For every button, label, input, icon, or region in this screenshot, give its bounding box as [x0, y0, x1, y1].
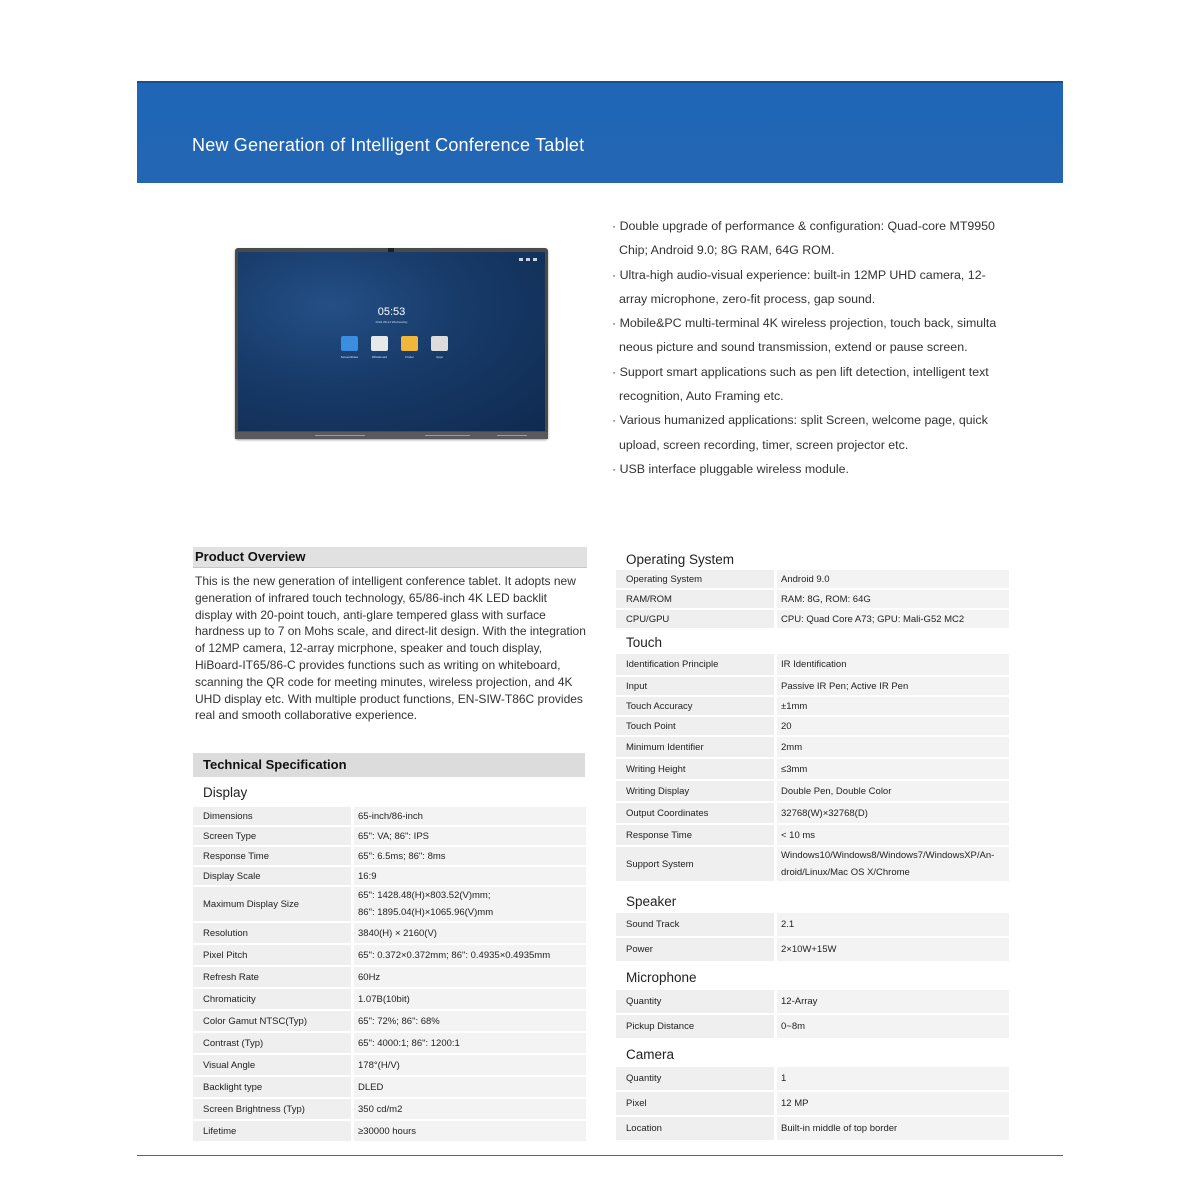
spec-value: 2.1 [774, 913, 1009, 936]
spec-value: Android 9.0 [774, 570, 1009, 588]
product-overview-heading: Product Overview [195, 549, 306, 564]
app-label: Whiteboard [371, 355, 388, 359]
app-label: Finder [405, 355, 414, 359]
app-tile [430, 336, 449, 359]
spec-value: 2×10W+15W [774, 938, 1009, 961]
spec-key: Writing Display [616, 781, 774, 801]
spec-value: 350 cd/m2 [351, 1099, 586, 1119]
spec-value: 65": 0.372×0.372mm; 86": 0.4935×0.4935mm [351, 945, 586, 965]
conference-tablet-image [235, 248, 548, 439]
spec-row [616, 847, 1009, 881]
spec-value: 3840(H) × 2160(V) [351, 923, 586, 943]
spec-row [193, 945, 586, 965]
spec-key: Pixel Pitch [193, 945, 351, 965]
spec-key: Backlight type [193, 1077, 351, 1097]
spec-key: Output Coordinates [616, 803, 774, 823]
spec-value: Passive IR Pen; Active IR Pen [774, 677, 1009, 695]
page-title: New Generation of Intelligent Conference Tablet [192, 135, 585, 155]
spec-row [616, 654, 1009, 675]
app-tile [370, 336, 389, 359]
spec-value: 65-inch/86-inch [351, 807, 586, 825]
spec-key: Response Time [616, 825, 774, 845]
app-label: ScreenShare [340, 355, 359, 359]
spec-key: Quantity [616, 1067, 774, 1090]
feature-item: · Support smart applications such as pen lift detection, intelligent text recognition, Auto Framing etc. [612, 364, 989, 404]
spec-row [616, 697, 1009, 715]
spec-row [616, 570, 1009, 588]
spec-row [616, 1117, 1009, 1140]
spec-key: Resolution [193, 923, 351, 943]
spec-key: Minimum Identifier [616, 737, 774, 757]
spec-key: Response Time [193, 847, 351, 865]
spec-value: ≥30000 hours [351, 1121, 586, 1141]
spec-row [616, 590, 1009, 608]
spec-value: 65": VA; 86": IPS [351, 827, 586, 845]
spec-row [193, 1033, 586, 1053]
spec-key: CPU/GPU [616, 610, 774, 628]
spec-key: Contrast (Typ) [193, 1033, 351, 1053]
spec-row [193, 989, 586, 1009]
status-icons [519, 258, 537, 261]
display-section-title: Display [203, 785, 248, 800]
camera-spec-table [616, 1065, 1009, 1142]
spec-row [193, 967, 586, 987]
app-tile [400, 336, 419, 359]
spec-value: 60Hz [351, 967, 586, 987]
spec-row [616, 1092, 1009, 1115]
spec-value: 65": 72%; 86": 68% [351, 1011, 586, 1031]
spec-row [616, 717, 1009, 735]
spec-row [616, 913, 1009, 936]
product-overview-text: This is the new generation of intelligent conference tablet. It adopts new generation of infrared touch technology, 65/86-inch 4K LED backlit display with 20-point touch, anti-glare tempered glass with surface hardness up to 7 on Mohs scale, and direct-lit design. With the integration of 12MP camera, 12-array micrphone, speaker and touch display, HiBoard-IT65/86-C provides functions such as writing on whiteboard, scanning the QR code for meeting minutes, wireless projection, and 4K UHD display etc. With multiple product functions, EN-SIW-T86C provides real and smooth collaborative experience. [195, 574, 586, 723]
product-overview-header [193, 547, 587, 568]
spec-row [193, 1011, 586, 1031]
spec-value: DLED [351, 1077, 586, 1097]
spec-key: Support System [616, 847, 774, 881]
spec-row [193, 923, 586, 943]
spec-value: 12-Array [774, 990, 1009, 1013]
spec-key: Power [616, 938, 774, 961]
app-icon [401, 336, 418, 351]
spec-row [616, 1067, 1009, 1090]
os-spec-table [616, 568, 1009, 630]
spec-key: Dimensions [193, 807, 351, 825]
tablet-screen [238, 252, 545, 431]
spec-key: Operating System [616, 570, 774, 588]
spec-row [193, 887, 586, 921]
camera-section-title: Camera [626, 1047, 675, 1062]
spec-row [616, 938, 1009, 961]
spec-row [616, 759, 1009, 779]
spec-row [193, 867, 586, 885]
spec-value: Double Pen, Double Color [774, 781, 1009, 801]
app-label: Apps [436, 355, 443, 359]
technical-spec-header [193, 753, 585, 777]
spec-row [616, 825, 1009, 845]
spec-row [616, 1015, 1009, 1038]
speaker-spec-table [616, 911, 1009, 963]
feature-item: · Various humanized applications: split Screen, welcome page, quick upload, screen recording, timer, screen projector etc. [612, 413, 988, 452]
app-icon [431, 336, 448, 351]
spec-row [616, 990, 1009, 1013]
spec-key: Pickup Distance [616, 1015, 774, 1038]
app-tiles [340, 336, 449, 359]
spec-key: Touch Accuracy [616, 697, 774, 715]
spec-value: 2mm [774, 737, 1009, 757]
spec-row [193, 1099, 586, 1119]
spec-key: Visual Angle [193, 1055, 351, 1075]
spec-value: 0~8m [774, 1015, 1009, 1038]
spec-value: 16:9 [351, 867, 586, 885]
feature-item: · Ultra-high audio-visual experience: built-in 12MP UHD camera, 12-array microphone, zero-fit process, gap sound. [612, 267, 986, 306]
spec-row [616, 737, 1009, 757]
spec-key: Sound Track [616, 913, 774, 936]
display-spec-table [193, 805, 586, 1143]
screen-clock: 05:53 [377, 306, 406, 318]
spec-row [616, 677, 1009, 695]
os-section-title: Operating System [626, 552, 735, 567]
spec-key: Location [616, 1117, 774, 1140]
spec-row [616, 803, 1009, 823]
spec-row [193, 1077, 586, 1097]
spec-row [193, 827, 586, 845]
spec-value: < 10 ms [774, 825, 1009, 845]
spec-value: 65": 6.5ms; 86": 8ms [351, 847, 586, 865]
spec-key: Color Gamut NTSC(Typ) [193, 1011, 351, 1031]
spec-row [616, 781, 1009, 801]
bottom-divider [137, 1155, 1063, 1156]
spec-key: Pixel [616, 1092, 774, 1115]
spec-value: 65": 1428.48(H)×803.52(V)mm; 86": 1895.04(H)×1065.96(V)mm [351, 887, 586, 921]
spec-key: Identification Principle [616, 654, 774, 675]
touch-section-title: Touch [626, 635, 663, 650]
spec-value: Built-in middle of top border [774, 1117, 1009, 1140]
spec-value: 20 [774, 717, 1009, 735]
spec-value: CPU: Quad Core A73; GPU: Mali-G52 MC2 [774, 610, 1009, 628]
feature-item: · Double upgrade of performance & configuration: Quad-core MT9950 Chip; Android 9.0; 8G RAM, 64G ROM. [612, 219, 995, 258]
touch-spec-table [616, 652, 1009, 883]
bottom-bezel [235, 432, 548, 439]
spec-value: ≤3mm [774, 759, 1009, 779]
spec-value: 65": 4000:1; 86": 1200:1 [351, 1033, 586, 1053]
spec-value: IR Identification [774, 654, 1009, 675]
spec-key: RAM/ROM [616, 590, 774, 608]
screen-date: 2022-08-14 Wednesday [375, 320, 408, 324]
app-tile [340, 336, 359, 359]
spec-key: Touch Point [616, 717, 774, 735]
spec-row [193, 1055, 586, 1075]
spec-value: 178°(H/V) [351, 1055, 586, 1075]
microphone-spec-table [616, 988, 1009, 1040]
spec-key: Writing Height [616, 759, 774, 779]
spec-row [193, 807, 586, 825]
spec-key: Quantity [616, 990, 774, 1013]
spec-value: ±1mm [774, 697, 1009, 715]
feature-item: · Mobile&PC multi-terminal 4K wireless projection, touch back, simulta neous picture and sound transmission, extend or pause screen. [612, 316, 997, 355]
spec-value: Windows10/Windows8/Windows7/WindowsXP/An- droid/Linux/Mac OS X/Chrome [774, 847, 1009, 881]
header-banner [137, 81, 1063, 183]
spec-value: 1.07B(10bit) [351, 989, 586, 1009]
spec-key: Input [616, 677, 774, 695]
spec-value: RAM: 8G, ROM: 64G [774, 590, 1009, 608]
app-icon [341, 336, 358, 351]
feature-list [612, 214, 1012, 481]
spec-row [193, 1121, 586, 1141]
spec-value: 12 MP [774, 1092, 1009, 1115]
spec-key: Screen Type [193, 827, 351, 845]
spec-key: Maximum Display Size [193, 887, 351, 921]
spec-row [616, 610, 1009, 628]
technical-spec-heading: Technical Specification [203, 757, 347, 772]
spec-key: Screen Brightness (Typ) [193, 1099, 351, 1119]
spec-value: 1 [774, 1067, 1009, 1090]
spec-key: Chromaticity [193, 989, 351, 1009]
spec-key: Display Scale [193, 867, 351, 885]
microphone-section-title: Microphone [626, 970, 697, 985]
spec-value: 32768(W)×32768(D) [774, 803, 1009, 823]
app-icon [371, 336, 388, 351]
spec-key: Refresh Rate [193, 967, 351, 987]
speaker-section-title: Speaker [626, 894, 677, 909]
feature-item: · USB interface pluggable wireless module. [612, 461, 849, 476]
spec-key: Lifetime [193, 1121, 351, 1141]
spec-row [193, 847, 586, 865]
